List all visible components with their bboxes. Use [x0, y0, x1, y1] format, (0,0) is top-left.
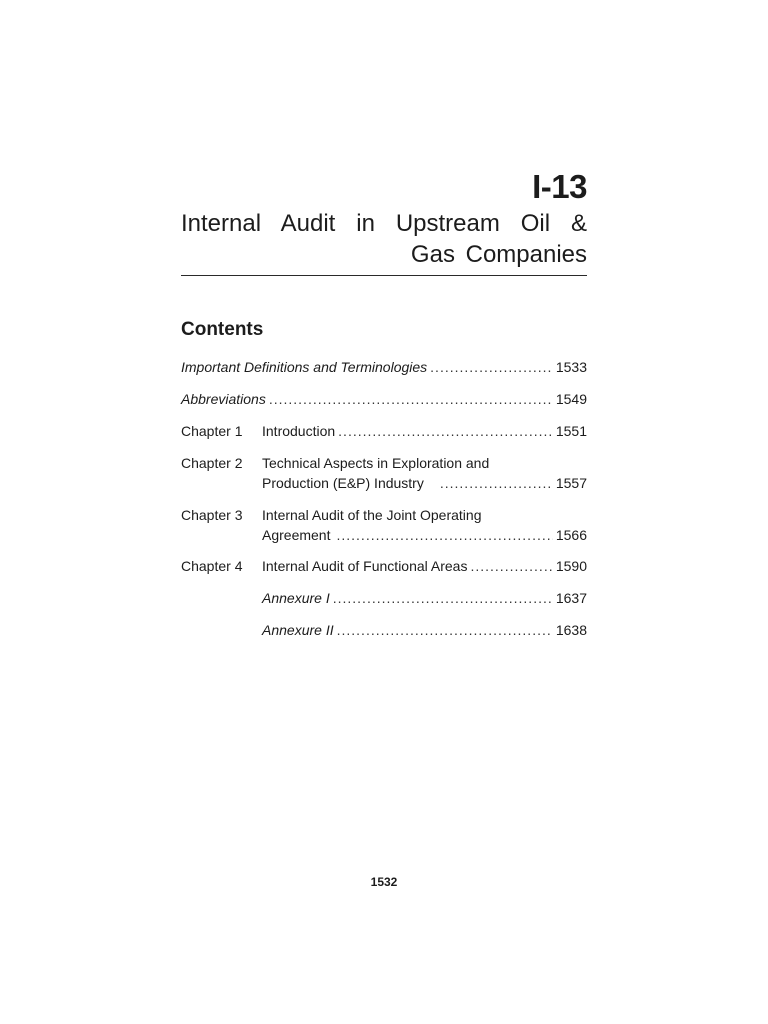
toc-entry-page: 1557	[555, 475, 587, 491]
toc-entry-abbreviations[interactable]	[181, 389, 587, 409]
toc-entry-chapter-1[interactable]	[181, 421, 587, 441]
toc-entry-chapter-4[interactable]	[181, 556, 587, 576]
toc-entry-page: 1566	[555, 527, 587, 543]
toc-entry-title: Introduction	[262, 423, 336, 439]
toc-entry-page: 1637	[555, 590, 587, 606]
title-divider	[181, 275, 587, 276]
toc-entry-page: 1638	[555, 622, 587, 638]
toc-entry-title: Annexure I	[262, 590, 330, 606]
toc-chapter-label: Chapter 1	[181, 423, 243, 439]
toc-entry-chapter-2[interactable]	[181, 453, 587, 493]
dot-leader	[269, 389, 553, 409]
dot-leader	[336, 525, 552, 545]
toc-entry-page: 1590	[555, 558, 587, 574]
dot-leader	[333, 588, 553, 608]
toc-entry-title-line1: Technical Aspects in Exploration and	[262, 455, 490, 471]
toc-chapter-label: Chapter 3	[181, 507, 243, 523]
toc-entry-page: 1549	[555, 391, 587, 407]
dot-leader	[337, 620, 553, 640]
toc-entry-title: Annexure II	[262, 622, 334, 638]
toc-entry-title-line1: Internal Audit of the Joint Operating	[262, 507, 482, 523]
toc-chapter-label: Chapter 2	[181, 455, 243, 471]
chapter-title: Internal Audit in Upstream Oil & Gas Companies	[181, 210, 587, 268]
chapter-number: I-13	[532, 168, 587, 205]
toc-entry-title: Abbreviations	[181, 391, 266, 407]
toc-entry-chapter-3[interactable]	[181, 505, 587, 545]
dot-leader	[470, 556, 552, 576]
page-number: 1532	[370, 875, 398, 889]
dot-leader	[338, 421, 553, 441]
dot-leader	[440, 473, 553, 493]
toc-entry-page: 1533	[555, 359, 587, 375]
toc-entry-title-line2: Agreement	[262, 527, 331, 543]
toc-entry-title: Important Definitions and Terminologies	[181, 359, 428, 375]
toc-entry-definitions[interactable]	[181, 357, 587, 377]
toc-entry-annexure-1[interactable]	[181, 588, 587, 608]
toc-entry-title-line2: Production (E&P) Industry	[262, 475, 424, 491]
contents-heading: Contents	[181, 319, 264, 340]
toc-entry-title: Internal Audit of Functional Areas	[262, 558, 468, 574]
toc-entry-annexure-2[interactable]	[181, 620, 587, 640]
dot-leader	[430, 357, 553, 377]
toc-entry-page: 1551	[555, 423, 587, 439]
toc-chapter-label: Chapter 4	[181, 558, 243, 574]
